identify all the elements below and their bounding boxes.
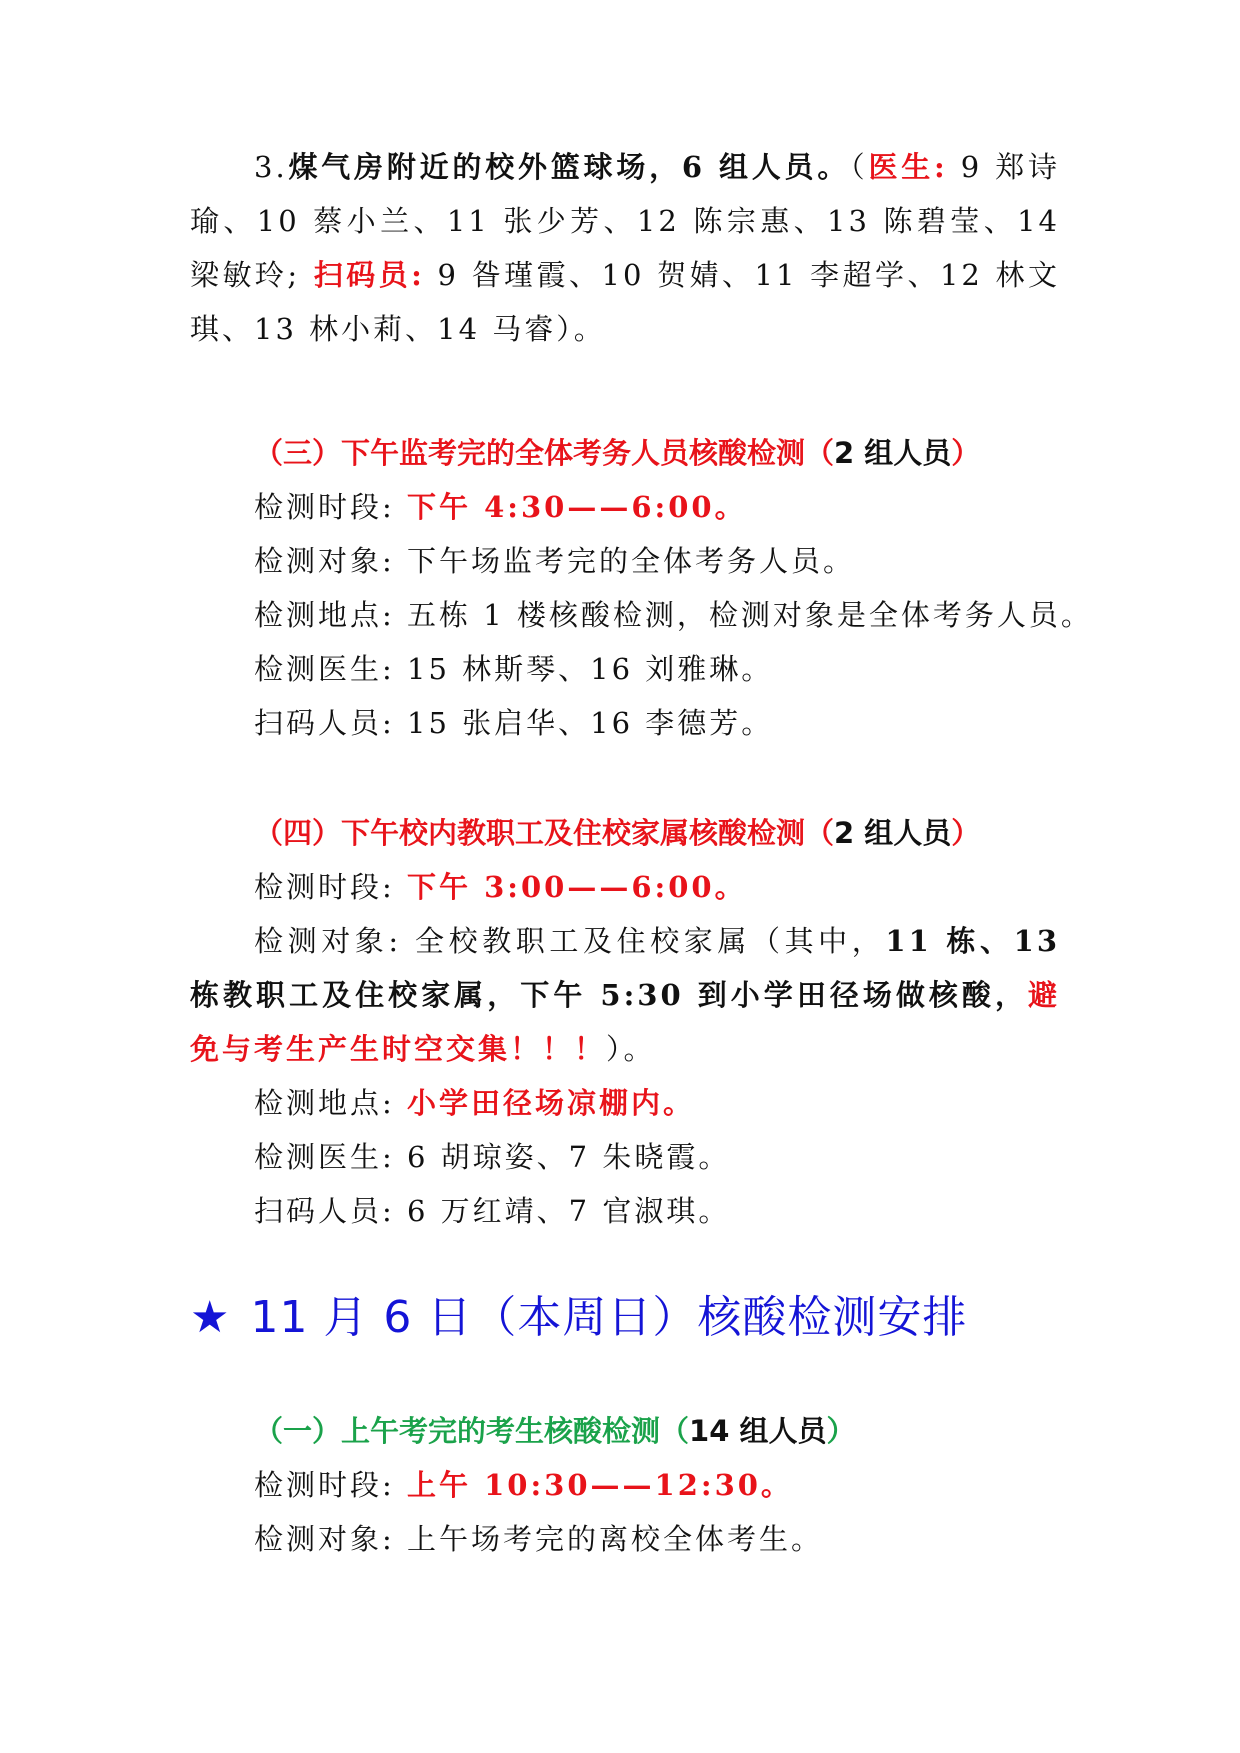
place-label: 检测地点: [254, 598, 395, 632]
scanner-row-value: 15 张启华、16 李德芳。 [407, 706, 774, 740]
place-value: 小学田径场凉棚内。 [407, 1086, 696, 1120]
time-label: 检测时段: [254, 870, 395, 904]
section-3-location: 煤气房附近的校外篮球场，6 组人员。 [287, 150, 851, 184]
target-value: 全校教职工及住校家属（其中， [415, 924, 886, 958]
part-4-heading-count: 2 组人员 [834, 816, 952, 850]
part-3-heading-text: （三）下午监考完的全体考务人员核酸检测（ [254, 436, 835, 470]
part-1-section [190, 1404, 1060, 1566]
time-label: 检测时段: [254, 1468, 395, 1502]
part-3-heading-count: 2 组人员 [834, 436, 952, 470]
part-4-scanner-row [190, 1184, 1060, 1238]
time-value: 下午 4:30——6:00。 [407, 490, 747, 524]
target-value-warning: 避免与考生产生时空交集！！！ [190, 978, 1060, 1066]
target-value-emphasis: 11 栋、13 栋教职工及住校家属，下午 5:30 到小学田径场做核酸， [190, 924, 1060, 1012]
part-3-heading-close: ） [951, 436, 981, 470]
part-4-section [190, 806, 1060, 1238]
part-1-heading-text: （一）上午考完的考生核酸检测（ [254, 1414, 690, 1448]
place-label: 检测地点: [254, 1086, 395, 1120]
section-3-open-paren: （ [850, 150, 869, 184]
part-3-section [190, 426, 1093, 750]
part-1-heading-close: ） [826, 1414, 856, 1448]
part-3-heading [190, 426, 1060, 480]
target-label: 检测对象: [254, 924, 402, 958]
target-value: 下午场监考完的全体考务人员。 [407, 544, 856, 578]
time-value: 上午 10:30——12:30。 [407, 1468, 793, 1502]
part-4-heading-close: ） [951, 816, 981, 850]
place-value: 五栋 1 楼核酸检测，检测对象是全体考务人员。 [407, 598, 1093, 632]
part-4-place-row [190, 1076, 1060, 1130]
part-4-doctor-row [190, 1130, 1060, 1184]
part-1-heading [190, 1404, 1060, 1458]
doctor-list: 9 郑诗瑜、10 蔡小兰、11 张少芳、12 陈宗惠、13 陈碧莹、14 梁敏玲; [190, 150, 1060, 292]
part-3-time-row [190, 480, 1060, 534]
part-1-time-row [190, 1458, 1060, 1512]
part-1-target-row [190, 1512, 1060, 1566]
part-1-heading-count: 14 组人员 [689, 1414, 827, 1448]
part-3-doctor-row [190, 642, 1060, 696]
part-3-scanner-row [190, 696, 1060, 750]
target-value-end: ）。 [606, 1032, 656, 1066]
part-4-heading [190, 806, 1060, 860]
time-value: 下午 3:00——6:00。 [407, 870, 747, 904]
star-icon: ★ [190, 1292, 231, 1343]
doctor-row-label: 检测医生: [254, 1140, 395, 1174]
doctor-row-label: 检测医生: [254, 652, 395, 686]
scanner-row-label: 扫码人员: [254, 1194, 395, 1228]
target-label: 检测对象: [254, 544, 395, 578]
part-4-time-row [190, 860, 1060, 914]
target-value: 上午场考完的离校全体考生。 [407, 1522, 824, 1556]
section-3-prefix: 3. [254, 150, 288, 184]
part-3-place-row [190, 588, 1093, 642]
target-label: 检测对象: [254, 1522, 395, 1556]
time-label: 检测时段: [254, 490, 395, 524]
nov-6-title-text: 11 月 6 日（本周日）核酸检测安排 [250, 1292, 968, 1343]
scanner-label: 扫码员: [300, 258, 425, 292]
part-4-heading-text: （四）下午校内教职工及住校家属核酸检测（ [254, 816, 835, 850]
doctor-label: 医生: [868, 150, 948, 184]
nov-6-title [190, 1288, 967, 1348]
section-3-paragraph [190, 140, 1060, 356]
doctor-row-value: 15 林斯琴、16 刘雅琳。 [407, 652, 774, 686]
scanner-row-label: 扫码人员: [254, 706, 395, 740]
doctor-row-value: 6 胡琼姿、7 朱晓霞。 [407, 1140, 731, 1174]
part-4-target-row [190, 914, 1060, 1076]
scanner-list: 9 昝瑾霞、10 贺婧、11 李超学、12 林文琪、13 林小莉、14 马睿）。 [190, 258, 1060, 346]
section-3-text [190, 140, 1060, 356]
part-3-target-row [190, 534, 1060, 588]
scanner-row-value: 6 万红靖、7 官淑琪。 [407, 1194, 731, 1228]
